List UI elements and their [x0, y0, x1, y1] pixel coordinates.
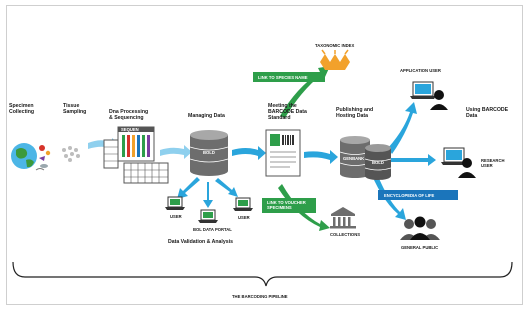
stage-managing: Managing Data — [188, 113, 225, 119]
taxonomic-index-label: TAXONOMIC INDEX — [315, 43, 355, 48]
flow-arrow-3 — [232, 146, 266, 160]
link-voucher-label: LINK TO VOUCHER SPECIMENS — [267, 200, 306, 210]
tissue-sample-icon — [62, 146, 80, 162]
user-laptop-left-icon — [165, 197, 185, 210]
application-user-icon — [410, 82, 448, 110]
link-voucher-tag — [262, 198, 316, 213]
user-right-label: USER — [238, 215, 250, 220]
general-public-label: GENERAL PUBLIC — [401, 245, 439, 250]
stage-specimen: Specimen Collecting — [9, 103, 35, 115]
genbank-database-label: GENBANK — [343, 156, 365, 161]
application-user-label: APPLICATION USER — [400, 68, 441, 73]
user-laptop-right-icon — [233, 198, 253, 211]
flow-arrow-4 — [304, 150, 338, 164]
encyclopedia-label: ENCYCLOPEDIA OF LIFE — [384, 193, 435, 198]
flow-arrow-validation-left — [177, 177, 200, 199]
research-user-icon — [441, 148, 476, 178]
research-user-label: RESEARCH USER — [481, 158, 505, 168]
link-species-label: LINK TO SPECIES NAME — [258, 75, 308, 80]
taxonomic-tree-icon — [320, 50, 350, 70]
validation-label: Data Validation & Analysis — [168, 239, 233, 245]
flow-arrow-to-research-user — [390, 154, 436, 166]
sample-plate-icon — [124, 163, 168, 183]
barcode-standard-document-icon — [266, 130, 300, 176]
stage-meeting: Meeting the BARCODE Data Standard — [268, 103, 307, 121]
encyclopedia-tag — [378, 190, 458, 200]
flow-arrow-validation-mid — [203, 182, 213, 208]
collections-building-icon — [330, 207, 356, 229]
specimen-animals-icon — [36, 145, 50, 170]
sequencer-label: SEQUEN — [121, 127, 139, 132]
link-species-tag — [253, 72, 325, 82]
flow-arrow-validation-right — [215, 178, 238, 197]
bold-database-2-icon — [365, 144, 391, 180]
stage-using: Using BARCODE Data — [466, 107, 509, 119]
bold-database-2-label: BOLD — [372, 160, 384, 165]
sample-rack-icon — [104, 140, 118, 168]
stage-dna: Dna Processing & Sequencing — [109, 109, 149, 121]
bol-portal-label: BOL DATA PORTAL — [193, 227, 232, 232]
sequencer-icon — [118, 127, 154, 161]
bol-portal-laptop-icon — [198, 210, 218, 223]
stage-tissue: Tissue Sampling — [63, 103, 87, 115]
flow-arrow-2 — [160, 145, 192, 159]
general-public-icon — [400, 217, 440, 241]
bold-database-label: BOLD — [203, 150, 215, 155]
user-left-label: USER — [170, 214, 182, 219]
globe-icon — [11, 143, 37, 169]
pipeline-brace — [13, 262, 512, 286]
flow-arrow-to-app-user — [388, 102, 417, 154]
stage-publishing: Publishing and Hosting Data — [336, 107, 374, 119]
bold-database-icon — [190, 130, 228, 176]
collections-label: COLLECTIONS — [330, 232, 361, 237]
pipeline-label: THE BARCODING PIPELINE — [232, 294, 288, 299]
